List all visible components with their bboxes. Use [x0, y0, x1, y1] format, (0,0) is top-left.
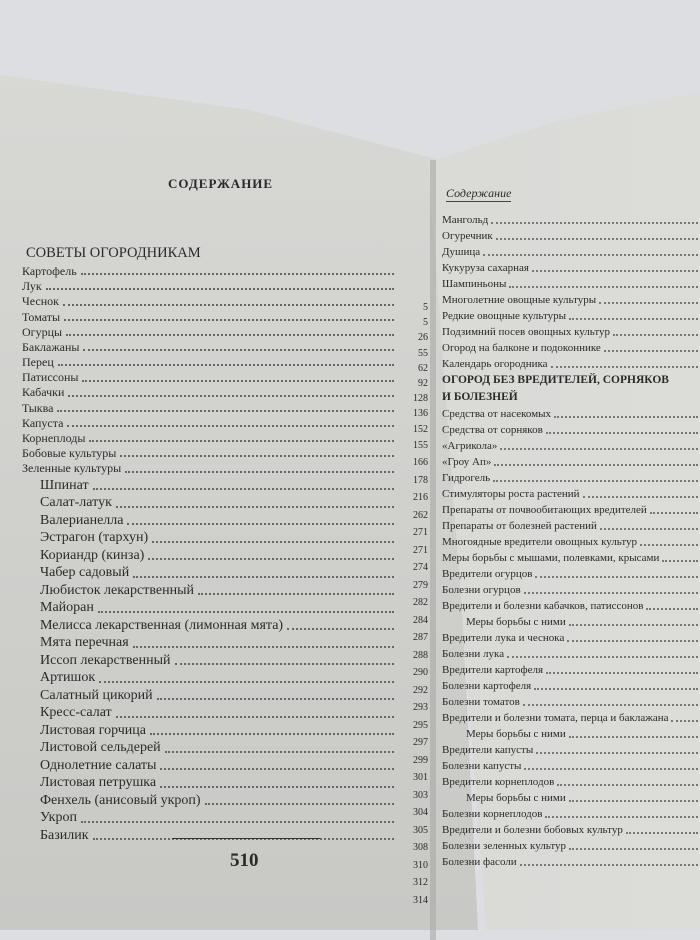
dot-leader [662, 560, 698, 562]
toc-page-number: 297 [413, 737, 428, 749]
dot-leader [551, 366, 698, 368]
toc-entry [22, 792, 394, 810]
toc-entry [442, 566, 698, 582]
toc-entry [22, 264, 394, 279]
toc-page-number: 166 [413, 457, 428, 469]
toc-entry [22, 634, 394, 652]
dot-leader [89, 440, 394, 442]
toc-entry [442, 228, 698, 244]
dot-leader [83, 349, 394, 351]
toc-page-number: 312 [413, 877, 428, 889]
toc-page-number: 5 [423, 317, 428, 329]
toc-entry [442, 260, 698, 276]
dot-leader [626, 832, 698, 834]
toc-page-number: 279 [413, 579, 428, 591]
dot-leader [82, 380, 394, 382]
toc-entry [22, 494, 394, 512]
dot-leader [524, 768, 698, 770]
toc-page-number: 271 [413, 544, 428, 556]
toc-entry-label: Вредители и болезни томата, перца и баклажана [442, 712, 669, 724]
toc-entry [442, 822, 698, 838]
toc-entry-label: Календарь огородника [442, 358, 548, 370]
toc-entry-label: Болезни капусты [442, 760, 522, 772]
toc-heading: СОДЕРЖАНИЕ [168, 176, 274, 191]
dot-leader [650, 512, 698, 514]
toc-entry [442, 324, 698, 340]
dot-leader [165, 751, 394, 753]
dot-leader [546, 432, 698, 434]
toc-entry-label: Кресс-салат [40, 705, 112, 721]
toc-page-number: 271 [413, 527, 428, 539]
toc-page-number: 305 [413, 824, 428, 836]
dot-leader [148, 558, 394, 560]
toc-entry [442, 710, 698, 726]
dot-leader [600, 528, 698, 530]
toc-entry-label: Баклажаны [22, 339, 80, 354]
dot-leader [536, 752, 698, 754]
dot-leader [583, 496, 698, 498]
toc-entry [442, 694, 698, 710]
toc-entry [442, 854, 698, 870]
toc-entry [442, 646, 698, 662]
toc-entry-label: Корнеплоды [22, 431, 86, 446]
dot-leader [507, 656, 698, 658]
toc-entry [22, 370, 394, 385]
toc-entry-label: Эстрагон (тархун) [40, 530, 149, 546]
toc-entry [442, 790, 698, 806]
dot-leader [57, 410, 394, 412]
dot-leader [554, 416, 698, 418]
dot-leader [81, 821, 394, 823]
dot-leader [496, 238, 698, 240]
toc-entry-label: Гидрогель [442, 472, 491, 484]
toc-page-number: 292 [413, 684, 428, 696]
toc-entry-label: Кориандр (кинза) [40, 547, 145, 563]
dot-leader [287, 628, 394, 630]
toc-entry-label: Листовая петрушка [40, 775, 157, 791]
toc-page-number: 288 [413, 649, 428, 661]
toc-entry [22, 446, 394, 461]
dot-leader [150, 733, 394, 735]
toc-entry [22, 310, 394, 325]
toc-entry-label: Вредители и болезни кабачков, патиссонов [442, 600, 644, 612]
toc-entry [22, 617, 394, 635]
dot-leader [604, 350, 698, 352]
toc-entry [22, 294, 394, 309]
toc-entry [22, 827, 394, 845]
toc-page-number: 293 [413, 702, 428, 714]
toc-entry [442, 389, 698, 406]
toc-page-number: 301 [413, 772, 428, 784]
toc-entry [22, 652, 394, 670]
toc-entry-label: Средства от сорняков [442, 424, 543, 436]
toc-entry-label: Болезни фасоли [442, 856, 517, 868]
toc-entry [22, 599, 394, 617]
toc-entry [442, 276, 698, 292]
toc-page-number: 274 [413, 562, 428, 574]
toc-entry [22, 355, 394, 370]
toc-entry-label: Вредители картофеля [442, 664, 544, 676]
dot-leader [198, 593, 394, 595]
toc-entry-label: Болезни корнеплодов [442, 808, 543, 820]
dot-leader [569, 318, 698, 320]
toc-entry-label: Любисток лекарственный [40, 582, 194, 598]
toc-entry [22, 547, 394, 565]
dot-leader [99, 681, 394, 683]
toc-entry [442, 518, 698, 534]
toc-entry-label: Шампиньоны [442, 278, 507, 290]
toc-entry-label: Картофель [22, 263, 77, 278]
toc-page-number: 310 [413, 859, 428, 871]
toc-entry-label: Тыква [22, 400, 54, 415]
toc-entry [22, 386, 394, 401]
dot-leader [557, 784, 698, 786]
toc-entry-label: Огород на балконе и подоконнике [442, 342, 601, 354]
book-gutter [430, 160, 436, 940]
toc-entry-label: «Гроу Ап» [442, 456, 492, 468]
dot-leader [493, 480, 698, 482]
toc-entry-label: Лук [22, 279, 42, 294]
toc-entry-label: Салатный цикорий [40, 687, 153, 703]
toc-entry-label: Шпинат [40, 477, 89, 493]
toc-entry-label: Артишок [40, 670, 96, 686]
toc-entry-label: Огуречник [442, 230, 493, 242]
toc-page-number: 26 [418, 332, 428, 344]
toc-entry-label: Средства от насекомых [442, 408, 552, 420]
toc-entry-label: Вредители огурцов [442, 568, 533, 580]
toc-entry-label: Вредители корнеплодов [442, 776, 555, 788]
toc-entry [22, 582, 394, 600]
dot-leader [599, 302, 698, 304]
dot-leader [66, 334, 394, 336]
footer-rule [172, 838, 320, 839]
toc-entry [22, 739, 394, 757]
toc-entries [22, 264, 394, 844]
dot-leader [545, 816, 698, 818]
toc-entry [22, 687, 394, 705]
toc-entry [442, 292, 698, 308]
toc-section-title: СОВЕТЫ ОГОРОДНИКАМ [26, 245, 201, 261]
toc-entry [442, 774, 698, 790]
toc-entry [442, 340, 698, 356]
dot-leader [98, 611, 394, 613]
toc-page-number: 287 [413, 632, 428, 644]
toc-entry-label: Подзимний посев овощных культур [442, 326, 611, 338]
toc-entry-label: Препараты от болезней растений [442, 520, 597, 532]
page-number: 510 [230, 850, 259, 871]
toc-entry [442, 470, 698, 486]
dot-leader [483, 254, 698, 256]
toc-entry-label: Майоран [40, 600, 94, 616]
dot-leader [127, 523, 394, 525]
toc-entry-label: Чабер садовый [40, 565, 130, 581]
dot-leader [569, 736, 698, 738]
toc-entry-label: Салат-латук [40, 495, 112, 511]
dot-leader [535, 576, 698, 578]
toc-entry-label: Многоядные вредители овощных культур [442, 536, 638, 548]
toc-entry-label: Болезни лука [442, 648, 505, 660]
toc-entry [442, 742, 698, 758]
dot-leader [546, 672, 698, 674]
toc-entry-label: Вредители и болезни бобовых культур [442, 824, 623, 836]
toc-page-number: 314 [413, 894, 428, 906]
toc-entry [442, 678, 698, 694]
dot-leader [524, 592, 698, 594]
dot-leader [63, 304, 394, 306]
dot-leader [120, 455, 394, 457]
toc-entry-label: Томаты [22, 309, 61, 324]
toc-entry [22, 564, 394, 582]
toc-page-number: 262 [413, 509, 428, 521]
toc-entry [22, 477, 394, 495]
toc-entry [442, 806, 698, 822]
toc-entry-label: Меры борьбы с ними [466, 792, 566, 804]
toc-entry [442, 838, 698, 854]
dot-leader [67, 425, 394, 427]
toc-entry [442, 502, 698, 518]
toc-entry-label: И БОЛЕЗНЕЙ [442, 391, 518, 403]
toc-entry-label: Стимуляторы роста растений [442, 488, 580, 500]
toc-entry [442, 212, 698, 228]
toc-page-number: 178 [413, 474, 428, 486]
toc-entry [22, 669, 394, 687]
toc-entry [442, 438, 698, 454]
toc-entry [22, 431, 394, 446]
toc-page-number: 155 [413, 439, 428, 451]
toc-entry-label: Листовой сельдерей [40, 740, 161, 756]
toc-page-number: 295 [413, 719, 428, 731]
toc-entry [442, 630, 698, 646]
toc-entry [442, 356, 698, 372]
toc-entry-label: Меры борьбы с ними [466, 616, 566, 628]
toc-entry-label: Препараты от почвообитающих вредителей [442, 504, 647, 516]
toc-entry [442, 614, 698, 630]
toc-entry-label: Меры борьбы с мышами, полевками, крысами [442, 552, 660, 564]
toc-entry [22, 809, 394, 827]
toc-entry [22, 279, 394, 294]
dot-leader [81, 273, 394, 275]
toc-entry-label: Болезни огурцов [442, 584, 521, 596]
toc-entry-label: Мята перечная [40, 635, 129, 651]
toc-entry [442, 454, 698, 470]
toc-entry [22, 774, 394, 792]
toc-entry [442, 598, 698, 614]
toc-page-number: 299 [413, 754, 428, 766]
toc-entry-label: Редкие овощные культуры [442, 310, 567, 322]
dot-leader [640, 544, 698, 546]
dot-leader [534, 688, 698, 690]
dot-leader [68, 395, 394, 397]
toc-entry-label: Иссоп лекарственный [40, 652, 171, 668]
toc-page-number: 136 [413, 408, 428, 420]
toc-page-numbers [400, 300, 428, 909]
dot-leader [613, 334, 698, 336]
dot-leader [116, 506, 394, 508]
toc-page-number: 308 [413, 842, 428, 854]
toc-entry [442, 662, 698, 678]
toc-entry [22, 416, 394, 431]
dot-leader [46, 288, 394, 290]
dot-leader [532, 270, 698, 272]
toc-entry-label: Зеленные культуры [22, 461, 122, 476]
dot-leader [125, 471, 394, 473]
toc-entry [22, 401, 394, 416]
toc-page-number: 55 [418, 347, 428, 359]
toc-entry [442, 486, 698, 502]
dot-leader [58, 364, 394, 366]
toc-entry [442, 582, 698, 598]
toc-entry [22, 340, 394, 355]
toc-entry-label: «Агрикола» [442, 440, 498, 452]
toc-entry-label: Патиссоны [22, 370, 79, 385]
toc-entry-label: Фенхель (анисовый укроп) [40, 792, 201, 808]
toc-entry [442, 534, 698, 550]
dot-leader [133, 646, 394, 648]
dot-leader [116, 716, 394, 718]
toc-entry-label: Болезни картофеля [442, 680, 532, 692]
dot-leader [160, 786, 394, 788]
dot-leader [133, 576, 394, 578]
toc-entry-label: Укроп [40, 810, 77, 826]
dot-leader [569, 800, 698, 802]
dot-leader [569, 624, 698, 626]
dot-leader [569, 848, 698, 850]
toc-entry-label: Болезни зеленных культур [442, 840, 567, 852]
toc-entry-label: Капуста [22, 415, 64, 430]
toc-entry [442, 308, 698, 324]
dot-leader [500, 448, 698, 450]
dot-leader [520, 864, 698, 866]
toc-page-number: 92 [418, 377, 428, 389]
toc-entry-label: Огурцы [22, 324, 63, 339]
dot-leader [491, 222, 698, 224]
toc-entry [442, 372, 698, 389]
dot-leader [567, 640, 698, 642]
toc-entry [442, 726, 698, 742]
dot-leader [157, 698, 394, 700]
toc-page-number: 284 [413, 614, 428, 626]
toc-entry-label: ОГОРОД БЕЗ ВРЕДИТЕЛЕЙ, СОРНЯКОВ [442, 374, 669, 386]
toc-page-number: 304 [413, 807, 428, 819]
toc-entry [442, 422, 698, 438]
dot-leader [152, 541, 394, 543]
right-page-content [442, 212, 698, 870]
toc-page-number: 282 [413, 597, 428, 609]
toc-entry [442, 406, 698, 422]
toc-entry [22, 512, 394, 530]
dot-leader [64, 319, 394, 321]
toc-entry-label: Меры борьбы с ними [466, 728, 566, 740]
toc-entry-label: Бобовые культуры [22, 446, 117, 461]
toc-entry-label: Кукуруза сахарная [442, 262, 529, 274]
dot-leader [160, 768, 394, 770]
toc-entry [442, 550, 698, 566]
toc-page-number: 290 [413, 667, 428, 679]
toc-page-number: 62 [418, 362, 428, 374]
toc-page-number: 152 [413, 423, 428, 435]
toc-entry-label: Душица [442, 246, 481, 258]
toc-entry [22, 529, 394, 547]
toc-page-number: 303 [413, 789, 428, 801]
dot-leader [93, 488, 394, 490]
toc-entry [22, 461, 394, 476]
toc-entry [22, 757, 394, 775]
dot-leader [523, 704, 698, 706]
running-head: Содержание [446, 186, 512, 200]
toc-entry-label: Болезни томатов [442, 696, 520, 708]
toc-entry-label: Мелисса лекарственная (лимонная мята) [40, 617, 284, 633]
dot-leader [494, 464, 698, 466]
toc-entry-label: Мангольд [442, 214, 489, 226]
toc-entry-label: Чеснок [22, 294, 60, 309]
toc-entry-label: Многолетние овощные культуры [442, 294, 597, 306]
toc-entry-label: Базилик [40, 827, 89, 843]
dot-leader [205, 803, 394, 805]
toc-entry-label: Валерианелла [40, 512, 124, 528]
toc-entry-label: Вредители капусты [442, 744, 534, 756]
toc-entry-label: Перец [22, 355, 54, 370]
toc-entry [442, 758, 698, 774]
dot-leader [671, 720, 698, 722]
toc-page-number: 216 [413, 492, 428, 504]
toc-entry [442, 244, 698, 260]
toc-page-number: 5 [423, 302, 428, 313]
toc-entry [22, 325, 394, 340]
toc-entry [22, 704, 394, 722]
toc-entry-label: Листовая горчица [40, 722, 146, 738]
toc-entry-label: Кабачки [22, 385, 65, 400]
dot-leader [175, 663, 395, 665]
toc-entry-label: Однолетние салаты [40, 757, 157, 773]
dot-leader [509, 286, 698, 288]
toc-page-number: 128 [413, 393, 428, 405]
dot-leader [646, 608, 698, 610]
toc-entry-label: Вредители лука и чеснока [442, 632, 565, 644]
toc-entry [22, 722, 394, 740]
